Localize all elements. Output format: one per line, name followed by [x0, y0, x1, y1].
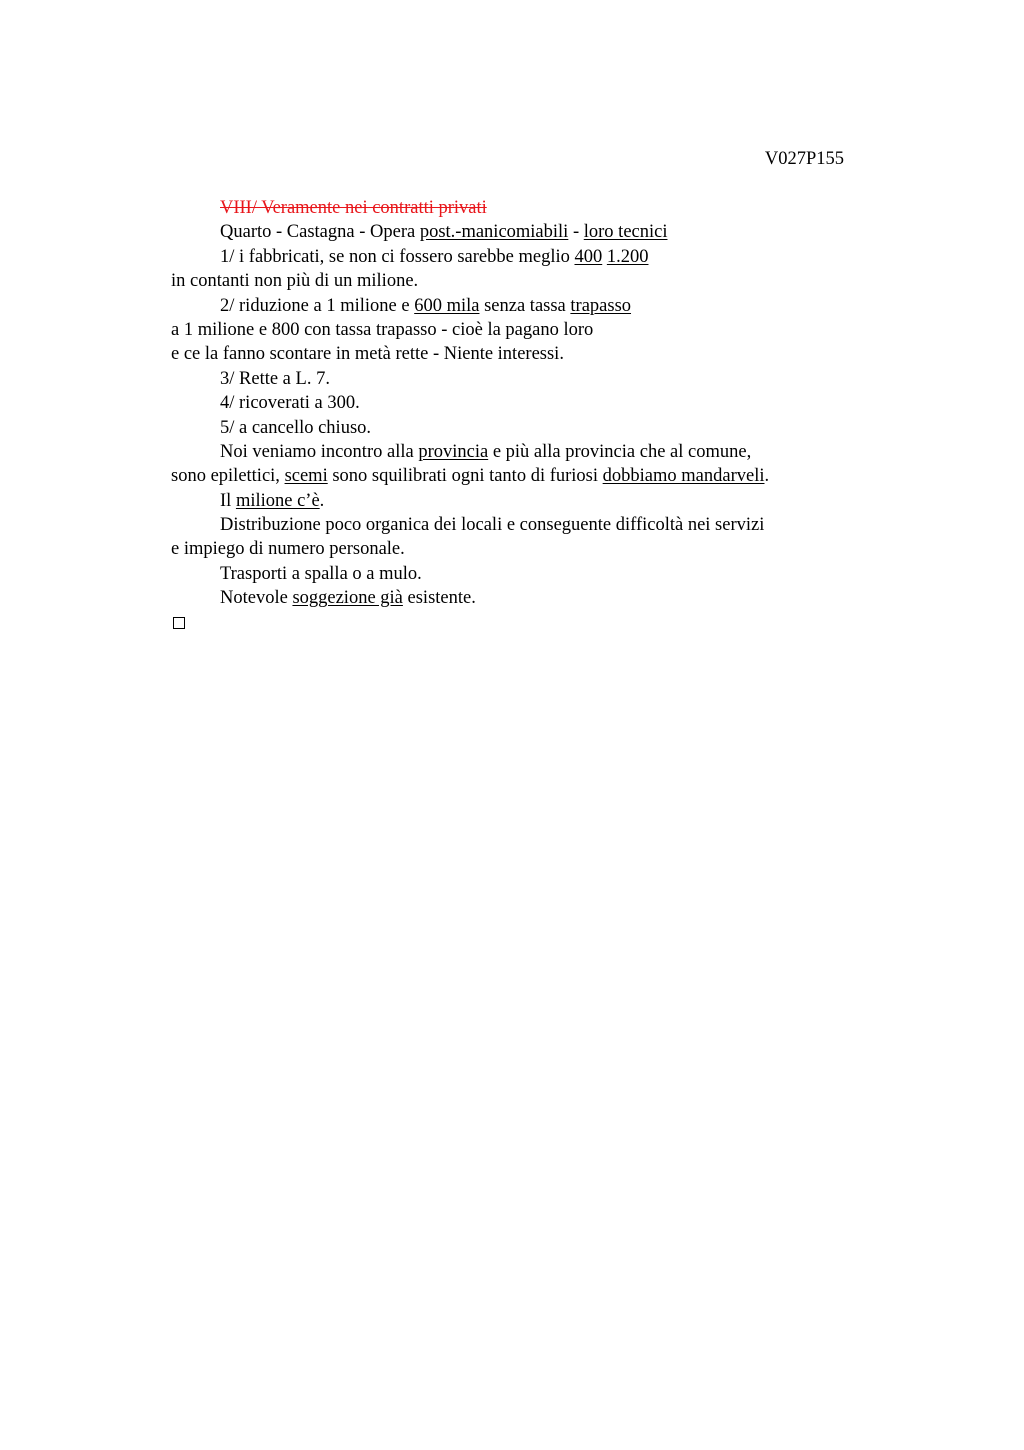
text: Notevole — [220, 588, 293, 609]
line-point-2 — [171, 294, 871, 318]
underlined-text: dobbiamo mandarveli — [602, 466, 765, 487]
text: esistente. — [402, 588, 476, 609]
text: sono squilibrati ogni tanto di furiosi — [327, 466, 603, 487]
text: 2/ riduzione a 1 milione e — [220, 295, 415, 316]
underlined-text: 1.200 — [606, 246, 649, 267]
line-distribuzione-cont: e impiego di numero personale. — [171, 539, 405, 560]
line-trasporti: Trasporti a spalla o a mulo. — [220, 563, 422, 584]
line-point-2-cont-a: a 1 milione e 800 con tassa trapasso - cioè la pagano loro — [171, 319, 594, 340]
line-provincia — [171, 440, 871, 464]
text: e più alla provincia che al comune, — [488, 441, 752, 462]
text: sono epilettici, — [171, 466, 285, 487]
line-parties — [171, 220, 871, 244]
text: . — [319, 490, 325, 511]
underlined-text: 400 — [574, 246, 603, 267]
end-square-icon — [173, 617, 185, 629]
page-reference: V027P155 — [764, 149, 844, 169]
line-distribuzione: Distribuzione poco organica dei locali e conseguente difficoltà nei servizi — [220, 515, 765, 536]
underlined-text: soggezione già — [292, 588, 403, 609]
line-point-4: 4/ ricoverati a 300. — [220, 393, 360, 414]
line-soggezione — [171, 586, 871, 610]
document-body — [171, 196, 871, 635]
text: - — [568, 222, 584, 243]
underlined-text: scemi — [284, 466, 328, 487]
text: Noi veniamo incontro alla — [220, 441, 419, 462]
underlined-text: loro tecnici — [583, 222, 668, 243]
line-point-1 — [171, 245, 871, 269]
text: Il — [220, 490, 236, 511]
underlined-text: 600 mila — [414, 295, 480, 316]
line-point-2-cont-b: e ce la fanno scontare in metà rette - Niente interessi. — [171, 344, 564, 365]
underlined-text: trapasso — [570, 295, 632, 316]
line-point-1-cont: in contanti non più di un milione. — [171, 271, 419, 292]
text: Quarto - Castagna - Opera — [220, 222, 420, 243]
struck-heading: VIII/ Veramente nei contratti privati — [220, 198, 487, 218]
underlined-text: milione c’è — [235, 490, 320, 511]
line-point-3: 3/ Rette a L. 7. — [220, 368, 330, 389]
underlined-text: post.-manicomiabili — [419, 222, 569, 243]
text: senza tassa — [479, 295, 571, 316]
underlined-text: provincia — [418, 441, 489, 462]
line-milione — [171, 489, 871, 513]
text: 1/ i fabbricati, se non ci fossero sarebbe meglio — [220, 246, 575, 267]
end-marker-line — [171, 611, 871, 635]
line-point-5: 5/ a cancello chiuso. — [220, 417, 372, 438]
line-patients — [171, 464, 871, 488]
text: . — [764, 466, 770, 487]
struck-heading-line — [171, 196, 871, 220]
